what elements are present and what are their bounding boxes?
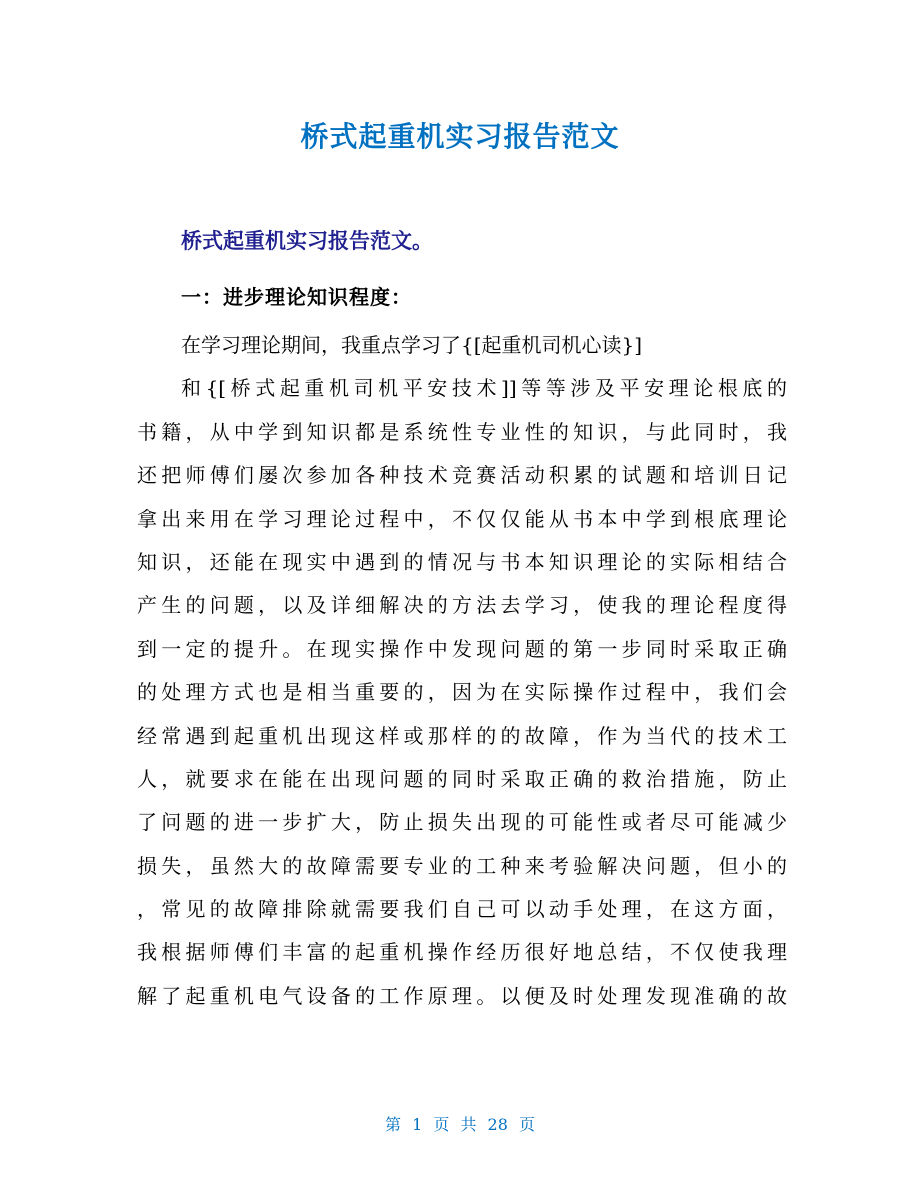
document-subtitle: 桥式起重机实习报告范文。: [181, 229, 433, 253]
body-line: 产生的问题，以及详细解决的方法去学习，使我的理论程度得: [137, 593, 787, 618]
body-line: 人，就要求在能在出现问题的同时采取正确的救治措施，防止: [137, 766, 787, 791]
body-line: 经常遇到起重机出现这样或那样的的故障，作为当代的技术工: [137, 723, 787, 748]
body-line: 解了起重机电气设备的工作原理。以便及时处理发现准确的故: [137, 983, 787, 1008]
section-heading: 一：进步理论知识程度：: [181, 285, 412, 309]
body-line: 我根据师傅们丰富的起重机操作经历很好地总结，不仅使我理: [137, 940, 787, 965]
body-line: 书籍，从中学到知识都是系统性专业性的知识，与此同时，我: [137, 419, 787, 444]
body-line: 拿出来用在学习理论过程中，不仅仅能从书本中学到根底理论: [137, 506, 787, 531]
body-line: 损失，虽然大的故障需要专业的工种来考验解决问题，但小的: [137, 853, 787, 878]
body-paragraph: [137, 324, 787, 1018]
body-line: 到一定的提升。在现实操作中发现问题的第一步同时采取正确: [137, 636, 787, 661]
body-line: 在学习理论期间，我重点学习了{[起重机司机心读}]: [181, 333, 643, 357]
body-line: 知识，还能在现实中遇到的情况与书本知识理论的实际相结合: [137, 549, 787, 574]
body-line: 的处理方式也是相当重要的，因为在实际操作过程中，我们会: [137, 680, 787, 705]
body-line: ，常见的故障排除就需要我们自己可以动手处理，在这方面，: [137, 897, 787, 922]
body-line: 了问题的进一步扩大，防止损失出现的可能性或者尽可能减少: [137, 810, 787, 835]
body-line: 和{[桥式起重机司机平安技术]]等等涉及平安理论根底的: [181, 376, 787, 401]
page-footer: 第 1 页 共 28 页: [385, 1115, 535, 1134]
document-title: 桥式起重机实习报告范文: [300, 120, 620, 153]
body-line: 还把师傅们屡次参加各种技术竞赛活动积累的试题和培训日记: [137, 463, 787, 488]
